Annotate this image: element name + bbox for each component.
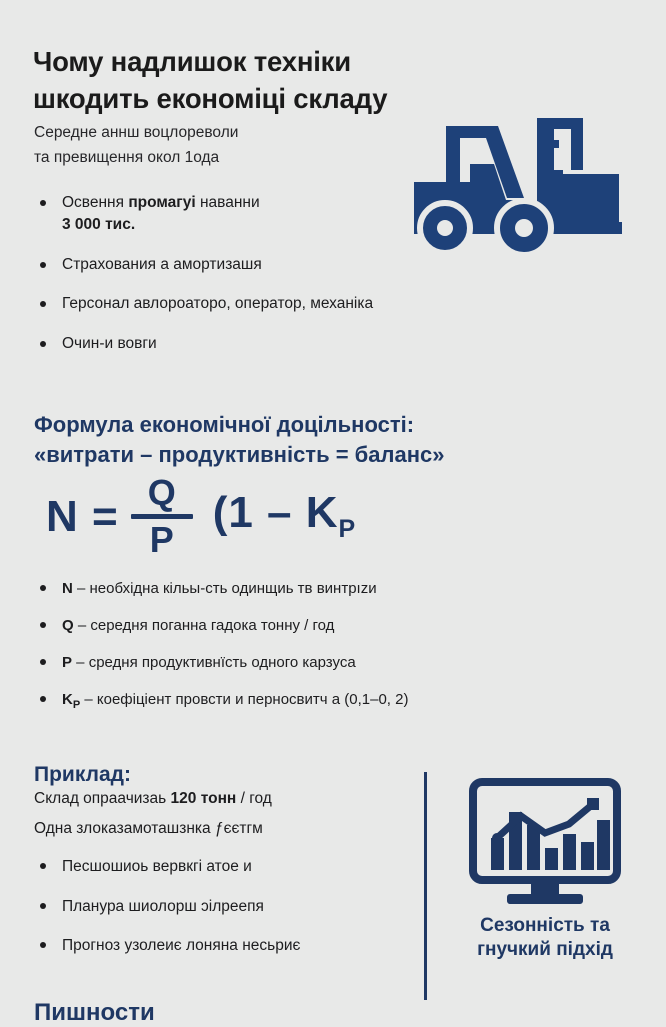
cost-item-0-text: Освення bbox=[62, 194, 129, 211]
formula-legend-list bbox=[36, 578, 596, 729]
example-line-2: Одна злоказамоташзнка ƒєєтгм bbox=[34, 820, 263, 838]
legend-text: – необхідна кільы-сть одинщиь тв винтрızи bbox=[72, 580, 377, 597]
formula-numerator: Q bbox=[147, 472, 176, 513]
example-line-1 bbox=[34, 784, 424, 814]
list-item bbox=[36, 896, 436, 918]
legend-symbol: P bbox=[62, 654, 73, 671]
legend-symbol bbox=[62, 691, 81, 711]
monitor-caption-line-2: гнучкий підхід bbox=[477, 939, 613, 961]
legend-symbol-letter: K bbox=[62, 691, 73, 708]
chart-bars bbox=[491, 812, 610, 870]
legend-text: – коефіціент провсти и перносвитч а (0,1–0, 2) bbox=[80, 691, 409, 708]
formula-heading-line-2: «витрати – продуктивність = баланс» bbox=[34, 442, 445, 468]
list-item bbox=[36, 652, 596, 673]
list-item bbox=[36, 935, 436, 957]
example-heading: Приклад: bbox=[34, 763, 131, 786]
legend-symbol-subscript: P bbox=[72, 699, 81, 711]
example-item-text: Прогноз узолеиє лоняна несьриє bbox=[62, 937, 301, 955]
page-title bbox=[33, 44, 453, 117]
cost-item-0-bold: промагуі bbox=[128, 194, 196, 211]
formula-fraction bbox=[131, 472, 193, 561]
cost-item-0-sub: 3 000 тис. bbox=[62, 216, 136, 234]
monitor-caption bbox=[440, 914, 650, 963]
cost-item-1-text: Страхования а амортизашя bbox=[62, 255, 262, 273]
cost-item-3-text: Очин-и вовги bbox=[62, 334, 157, 352]
example-line-1-pre: Склад опраачизаь bbox=[34, 790, 171, 807]
vertical-divider bbox=[424, 772, 427, 1000]
monitor-caption-line-1: Сезонність та bbox=[480, 915, 610, 936]
example-item-text: Планура шиолорш ɔілреепя bbox=[62, 897, 264, 915]
subtitle-line-1: Середне аннш воцлореволи bbox=[34, 124, 239, 141]
list-item bbox=[36, 856, 436, 878]
cost-item-2-text: Герсонал авлороаторо, оператор, механіка bbox=[62, 295, 374, 313]
seasonality-block bbox=[440, 778, 650, 963]
example-line-1-bold: 120 тонн bbox=[170, 790, 237, 807]
list-item bbox=[36, 293, 456, 315]
formula-rhs-subscript: P bbox=[338, 514, 357, 543]
formula-expression bbox=[46, 472, 356, 561]
formula-heading-line-1: Формула економічної доцільності: bbox=[34, 412, 415, 438]
formula-rhs bbox=[212, 488, 357, 543]
example-list bbox=[36, 856, 436, 975]
list-item bbox=[36, 689, 596, 713]
legend-symbol: N bbox=[62, 580, 73, 597]
list-item bbox=[36, 192, 456, 237]
example-line-1-post: / год bbox=[236, 790, 272, 807]
cost-list bbox=[36, 192, 456, 372]
formula-rhs-main: (1 – K bbox=[212, 488, 339, 538]
monitor-chart-icon bbox=[469, 778, 621, 908]
subtitle bbox=[34, 120, 394, 170]
list-item bbox=[36, 578, 596, 599]
legend-text: – средня продуктивнїсть одного карзуса bbox=[72, 654, 356, 671]
list-item bbox=[36, 333, 456, 355]
title-line-2: шкодить економіці складу bbox=[33, 82, 388, 114]
bottom-heading: Пишности bbox=[34, 999, 155, 1026]
formula-heading bbox=[34, 410, 634, 470]
formula-lhs: N = bbox=[46, 491, 119, 541]
title-line-1: Чому надлишок техніки bbox=[33, 46, 351, 78]
formula-denominator: P bbox=[149, 519, 174, 560]
legend-symbol: Q bbox=[62, 617, 74, 634]
cost-item-0-tail: наванни bbox=[195, 194, 260, 211]
example-item-text: Песшошиоь вервкгі атое и bbox=[62, 858, 252, 875]
example-lines bbox=[34, 784, 424, 844]
subtitle-line-2: та превищення окол 1ода bbox=[34, 149, 220, 167]
list-item bbox=[36, 254, 456, 276]
list-item bbox=[36, 615, 596, 636]
legend-text: – середня поганна гадока тонну / год bbox=[73, 617, 335, 634]
